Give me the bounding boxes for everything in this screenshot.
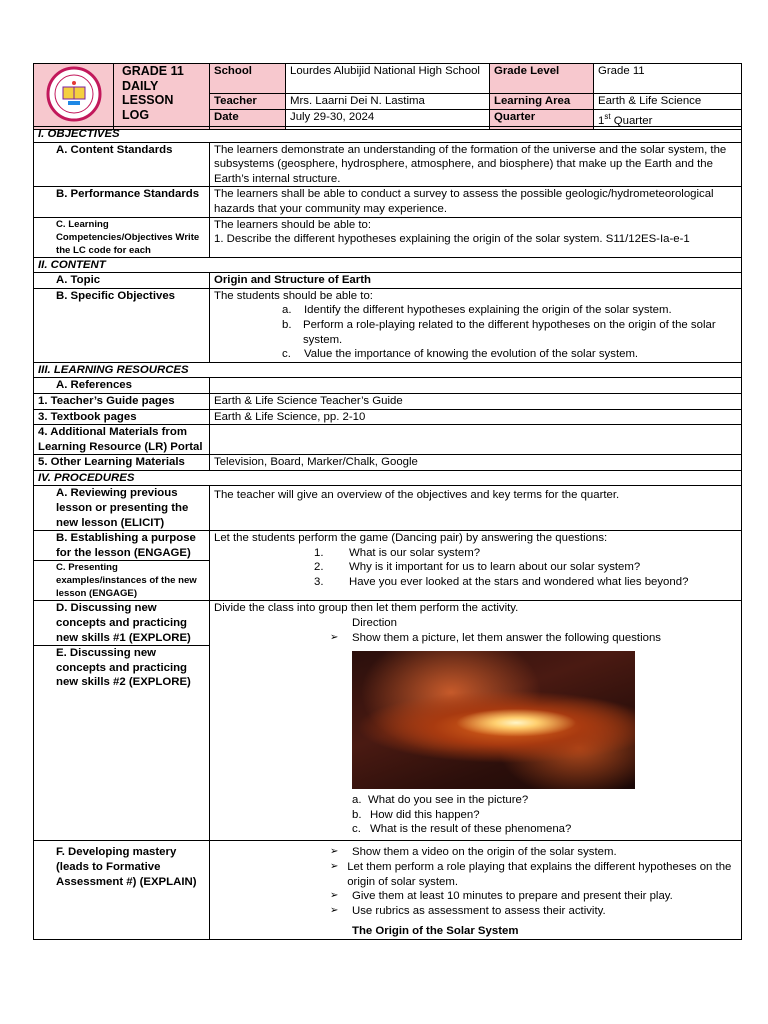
other-materials-value: Television, Board, Marker/Chalk, Google [210,455,742,471]
discussing2-label: E. Discussing new concepts and practicing new skills #2 (EXPLORE) [34,645,210,690]
performance-standards-label: B. Performance Standards [34,187,210,217]
performance-standards-text: The learners shall be able to conduct a survey to assess the possible geologic/hydrometeorological hazards that your community may experience. [210,187,742,217]
textbook-value: Earth & Life Science, pp. 2-10 [210,409,742,425]
list-item: b. How did this happen? [352,808,480,821]
quarter-value: 1st Quarter [594,109,742,129]
list-item: a. What do you see in the picture? [352,794,529,807]
topic-value: Origin and Structure of Earth [210,273,742,289]
references-label: A. References [34,378,210,394]
reviewing-label: A. Reviewing previous lesson or presenting the new lesson (ELICIT) [34,486,210,531]
objectives-heading: I. OBJECTIVES [34,127,742,143]
mastery-label: F. Developing mastery (leads to Formative Assessment #) (EXPLAIN) [34,841,210,940]
date-label: Date [210,109,286,129]
list-item: ➢ Show them a picture, let them answer the following questions [330,631,661,644]
school-seal-icon [43,66,105,122]
school-logo [34,64,114,130]
learning-area-label: Learning Area [490,93,594,109]
discussing-label: D. Discussing new concepts and practicing new skills #1 (EXPLORE) E. Discussing new concepts and practicing new skills #2 (EXPLORE) [34,601,210,841]
list-item: b. Perform a role-playing related to the different hypotheses on the origin of the solar system. [282,318,716,346]
nebula-picture [352,651,635,789]
procedures-heading: IV. PROCEDURES [34,470,742,486]
list-item: ➢ Show them a video on the origin of the solar system. [330,846,617,859]
additional-materials-value [210,425,742,455]
grade-level-label: Grade Level [490,64,594,94]
resources-heading: III. LEARNING RESOURCES [34,362,742,378]
list-item: a. Identify the different hypotheses explaining the origin of the solar system. [282,304,672,317]
list-item: 1. What is our solar system? [314,546,481,559]
teachers-guide-value: Earth & Life Science Teacher’s Guide [210,393,742,409]
mastery-subtitle: The Origin of the Solar System [352,925,519,938]
list-item: ➢ Use rubrics as assessment to assess their activity. [330,904,606,917]
teachers-guide-label: 1. Teacher’s Guide pages [34,393,210,409]
grade-level-value: Grade 11 [594,64,742,94]
discussing-text: Divide the class into group then let them perform the activity. Direction ➢ Show them a picture, let them answer the following questions a. What do you see in the picture? b. How did this happen? c. What is the result of these phenomena? [210,601,742,841]
list-item: c. Value the importance of knowing the evolution of the solar system. [282,348,639,361]
specific-objectives-label: B. Specific Objectives [34,288,210,362]
topic-label: A. Topic [34,273,210,289]
lesson-body-table [33,126,742,940]
teacher-value: Mrs. Laarni Dei N. Lastima [286,93,490,109]
content-standards-label: A. Content Standards [34,142,210,187]
list-item: 3. Have you ever looked at the stars and wondered what lies beyond? [314,576,689,589]
school-value: Lourdes Alubijid National High School [286,64,490,94]
school-label: School [210,64,286,94]
purpose-text: Let the students perform the game (Dancing pair) by answering the questions: 1. What is our solar system? 2. Why is it important for us to learn about our solar system? 3. Have you ever looked at the stars and wondered what lies beyond? [210,531,742,601]
content-heading: II. CONTENT [34,257,742,273]
quarter-label: Quarter [490,109,594,129]
list-item: c. What is the result of these phenomena? [352,823,572,836]
header-table [33,63,742,130]
mastery-text [210,841,742,940]
list-item: 2. Why is it important for us to learn about our solar system? [314,561,641,574]
list-item: ➢ Let them perform a role playing that explains the different hypotheses on the origin of solar system. [330,861,732,888]
specific-objectives-list: The students should be able to: a. Identify the different hypotheses explaining the origin of the solar system. b. Perform a role-playing related to the different hypotheses on the origin of the solar system. c. Value the importance of knowing the evolution of the solar system. [210,288,742,362]
presenting-label: C. Presenting examples/instances of the new lesson (ENGAGE) [34,560,210,600]
list-item: ➢ Give them at least 10 minutes to prepare and present their play. [330,890,673,903]
date-value: July 29-30, 2024 [286,109,490,129]
competencies-label: C. Learning Competencies/Objectives Write the LC code for each [34,217,210,257]
content-standards-text: The learners demonstrate an understanding of the formation of the universe and the solar system, the subsystems (geosphere, hydrosphere, atmosphere, and biosphere) that make up the Earth and the Earth’s internal structure. [210,142,742,187]
reviewing-text: The teacher will give an overview of the objectives and key terms for the quarter. [210,486,742,531]
purpose-label: B. Establishing a purpose for the lesson (ENGAGE) C. Presenting examples/instances of the new lesson (ENGAGE) [34,531,210,601]
teacher-label: Teacher [210,93,286,109]
other-materials-label: 5. Other Learning Materials [34,455,210,471]
additional-materials-label: 4. Additional Materials from Learning Resource (LR) Portal [34,425,210,455]
competencies-text: The learners should be able to: 1. Describe the different hypotheses explaining the origin of the solar system. S11/12ES-Ia-e-1 [210,217,742,257]
references-value [210,378,742,394]
textbook-label: 3. Textbook pages [34,409,210,425]
learning-area-value: Earth & Life Science [594,93,742,109]
lesson-log-title: GRADE 11 DAILY LESSON LOG [114,64,210,130]
